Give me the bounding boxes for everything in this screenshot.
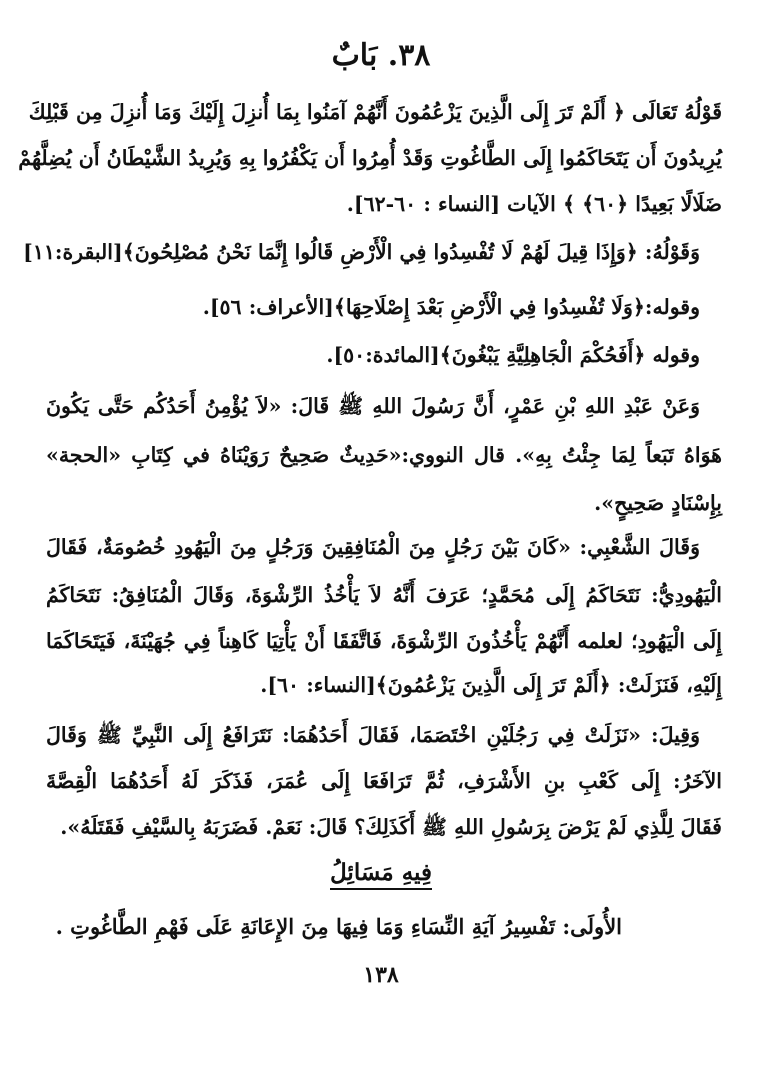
- issue-first: الأُولَى: تَفْسِيرُ آيَةِ النِّسَاءِ وَمَا فِيهَا مِنَ الإِعَانَةِ عَلَى فَهْمِ الطَّاغُوتِ .: [55, 914, 622, 939]
- text-line: إِلَى الْيَهُودِ؛ لعلمه أَنَّهُمْ يَأْخُذُونَ الرِّشْوَةَ، فَاتَّفَقَا أَنْ يَأْتِيَا كَاهِناً فِي جُهَيْنَةَ، فَيَتَحَاكَمَا: [46, 629, 722, 653]
- chapter-title: ٣٨. بَابٌ: [331, 38, 431, 73]
- text-line: وقوله ﴿أَفَحُكْمَ الْجَاهِلِيَّةِ يَبْغُونَ﴾[المائدة:٥٠].: [326, 343, 700, 367]
- text-line: بِإِسْنَادٍ صَحِيحٍ».: [594, 491, 722, 515]
- text-line: فَقَالَ لِلَّذِي لَمْ يَرْضَ بِرَسُولِ اللهِ ﷺ أَكَذَلِكَ؟ قَالَ: نَعَمْ. فَضَرَبَهُ بِالسَّيْفِ فَقَتَلَهُ».: [60, 815, 722, 839]
- text-line: وَقِيلَ: «نَزَلَتْ فِي رَجُلَيْنِ اخْتَصَمَا، فَقَالَ أَحَدُهُمَا: نَتَرَافَعُ إِلَى النَّبِيِّ ﷺ وَقَالَ: [46, 723, 700, 747]
- text-line: ضَلَالًا بَعِيدًا ﴿٦٠﴾ ﴾ الآيات [النساء : ٦٠-٦٢].: [346, 192, 722, 216]
- section-heading-text: فِيهِ مَسَائِلُ: [330, 859, 432, 890]
- text-line: الْيَهُودِيُّ: نَتَحَاكَمُ إِلَى مُحَمَّدٍ؛ عَرَفَ أَنَّهُ لاَ يَأْخُذُ الرِّشْوَةَ، وَقَالَ الْمُنَافِقُ: نَتَحَاكَمُ: [46, 583, 723, 607]
- text-line: يُرِيدُونَ أَن يَتَحَاكَمُوا إِلَى الطَّاغُوتِ وَقَدْ أُمِرُوا أَن يَكْفُرُوا بِهِ وَيُرِيدُ الشَّيْطَانُ أَن يُضِلَّهُمْ: [18, 146, 722, 170]
- text-line: إِلَيْهِ، فَنَزَلَتْ: ﴿أَلَمْ تَرَ إِلَى الَّذِينَ يَزْعُمُونَ﴾[النساء: ٦٠].: [260, 673, 722, 697]
- text-line: هَوَاهُ تَبَعاً لِمَا جِئْتُ بِهِ». قال النووي:«حَدِيثٌ صَحِيحٌ رَوَيْنَاهُ في كِتَابِ «الحجة»: [46, 443, 722, 467]
- text-line: وقوله:﴿وَلَا تُفْسِدُوا فِي الْأَرْضِ بَعْدَ إِصْلَاحِهَا﴾[الأعراف: ٥٦].: [202, 295, 700, 319]
- text-line: وَقَالَ الشَّعْبِي: «كَانَ بَيْنَ رَجُلٍ مِنَ الْمُنَافِقِينَ وَرَجُلٍ مِنَ الْيَهُودِ خُصُومَةٌ، فَقَالَ: [46, 535, 700, 559]
- text-line: وَقَوْلُهُ: ﴿وَإِذَا قِيلَ لَهُمْ لَا تُفْسِدُوا فِي الْأَرْضِ قَالُوا إِنَّمَا نَحْنُ مُصْلِحُونَ﴾[البقرة:١١]: [23, 240, 700, 264]
- section-heading: [0, 853, 762, 893]
- text-line: وَعَنْ عَبْدِ اللهِ بْنِ عَمْرٍ، أَنَّ رَسُولَ اللهِ ﷺ قَالَ: «لاَ يُؤْمِنُ أَحَدُكُم حَتَّى يَكُونَ: [46, 394, 700, 418]
- text-line: الآخَرُ: إِلَى كَعْبِ بنِ الأَشْرَفِ، ثُمَّ تَرَافَعَا إِلَى عُمَرَ، فَذَكَرَ لَهُ أَحَدُهُمَا الْقِصَّةَ: [46, 769, 722, 793]
- page-number: ١٣٨: [363, 962, 399, 988]
- text-line: قَوْلُهُ تَعَالَى ﴿ أَلَمْ تَرَ إِلَى الَّذِينَ يَزْعُمُونَ أَنَّهُمْ آمَنُوا بِمَا أُنزِلَ إِلَيْكَ وَمَا أُنزِلَ مِن قَبْلِكَ: [28, 100, 722, 124]
